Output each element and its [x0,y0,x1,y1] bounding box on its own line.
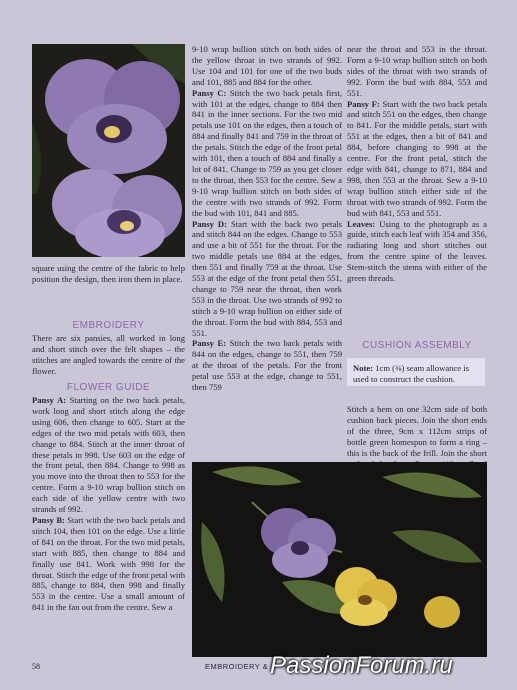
pansy-photo-bottom-image [192,462,487,657]
leaves-text: Using to the photograph as a guide, stitch each leaf with 354 and 356, radiating long and short stitches out from the centre spine of the leaves. Stem-stitch the stems with either of the green threads. [347,218,487,284]
seam-allowance-note [347,358,485,386]
pansy-a-paragraph [32,395,185,515]
pansy-e-paragraph [192,338,342,393]
pansy-d-text: Start with the back two petals and stitch 844 on the edges. Change to 553 and use a bit of 551 for the throat. For the two middle petals use 884 at the edges, then 551 and finally 759 at the throat. Use 553 at the edge of the front petal then 551, change to 759 near the throat, then work 553 in the throat. Use two strands of 992 to stitch a 9-10 wrap bullion on either side of the throat. Form the bud with 884, 553 and 551. [192,218,342,338]
column-1 [32,263,185,285]
flower-guide-text [32,395,185,613]
pansy-d-label: Pansy D: [192,218,228,229]
column-3-continuation: near the throat and 553 in the throat. Form a 9-10 wrap bullion stitch on both sides of the throat with two strands of 992. Form the bud with 884, 553 and 551. [347,44,487,98]
cushion-assembly-heading: CUSHION ASSEMBLY [362,340,472,351]
page-number: 58 [32,662,40,671]
pansy-d-paragraph [192,219,342,339]
pansy-photo-top-image [32,44,185,257]
leaves-paragraph [347,219,487,284]
pansy-a-label: Pansy A: [32,395,67,405]
pansy-b-text: Start with the two back petals and stitch 104, then 101 on the edge. Use a little of 841 on the throat. For the two mid petals, start with 885, then change to 884 and finally use 841. Work with 998 for the throat. Stitch the edge of the front petal with 885, change to 884, then 998 and finally 553 in the centre. Use a small amount of 841 in the fan out from the centre. Sew a [32,514,185,613]
pansy-f-label: Pansy F: [347,98,380,109]
flower-guide-heading: FLOWER GUIDE [66,382,151,393]
embroidery-text: There are six pansies, all worked in long and short stitch over the felt shapes – the stitches are angled towards the centre of the flower. [32,333,185,376]
note-label: Note: [353,363,374,373]
pansy-f-text: Start with the two back petals and stitch 551 on the edges, then change to 841. For the middle petals, start with 551 at the edges, then a bit of 841 and 884, before changing to 998 at the centre. For the front petal, stitch the edge with 841, change to 871, 884 and 998, then 553 at the throat. Sew a 9-10 wrap bullion stitch either side of the throat with two strands of 992. Form the bud with 841, 553 and 551. [347,98,487,218]
embroidery-paragraph [32,333,185,377]
pansy-photo-top [32,44,185,257]
pansy-e-text: Stitch the two back petals with 844 on the edges, change to 551, then 759 at the throat of the petals. For the front petal use 553 at the edge, change to 551, then 759 [192,338,343,393]
pansy-c-paragraph [192,88,342,219]
pansy-c-label: Pansy C: [192,87,227,98]
pansy-e-label: Pansy E: [192,338,227,349]
column-2-continuation: 9-10 wrap bullion stitch on both sides of the yellow throat in two strands of 992. Use 104 and 101 for one of the two buds and 101, 885 and 884 for the other. [192,44,342,87]
note-text: 1cm (⅜) seam allowance is used to construct the cushion. [353,363,469,384]
watermark-text: PassionForum.ru [270,652,453,679]
pansy-c-text: Stitch the two back petals first, with 101 at the edges, change to 884 then 841 in the inner sections. For the two mid petals use 101 on the edges, then a touch of 884 and finally 841 and 759 in the throat of the petals. Stitch the edge of the front petal with 101, then a touch of 884 and finally a lot of 841. Change to 759 as you get closer to the throat, then 553 for the centre. Sew a 9-10 wrap bullion stitch on both sides of the centre with two strands of 992. Form the bud with 101, 841 and 885. [192,87,342,218]
column-2 [192,44,342,393]
pansy-b-label: Pansy B: [32,514,65,525]
pansy-photo-bottom [192,462,487,657]
pansy-a-text: Starting on the two back petals, work long and short stitch along the edge using 606, then change to 605. Start at the edges of the two mid petals with 603, then change to 884. Stitch at the inner throat of these petals in 998. Use 603 on the edge of the front petal, then 884. Change to 998 as you move into the throat then to 553 for the centre. Form a 9-10 wrap bullion stitch on each side of the yellow centre with two strands of 992. [32,395,185,515]
column-3 [347,44,487,284]
pansy-f-paragraph [347,99,487,219]
magazine-name: EMBROIDERY & [205,662,269,671]
embroidery-heading: EMBROIDERY [72,320,145,331]
intro-text: square using the centre of the fabric to help position the design, then iron them in place. [32,263,185,284]
cushion-paragraph: Stitch a hem on one 32cm side of both cushion back pieces. Join the short ends of the three, 9cm x 112cm strips of bottle green homespun to form a ring – this is the back of the frill. Join the short [347,404,487,458]
pansy-b-paragraph [32,515,185,613]
leaves-label: Leaves: [347,218,376,229]
